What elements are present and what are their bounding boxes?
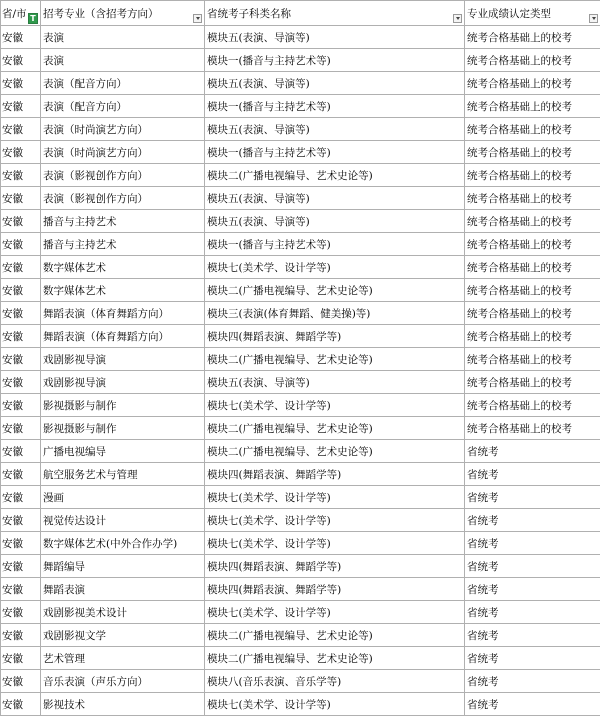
cell-province[interactable]: 安徽	[1, 348, 41, 371]
table-row	[1, 348, 600, 371]
cell-major[interactable]: 表演（时尚演艺方向）	[41, 118, 205, 141]
cell-province[interactable]: 安徽	[1, 233, 41, 256]
cell-province[interactable]: 安徽	[1, 486, 41, 509]
cell-type[interactable]: 统考合格基础上的校考	[465, 26, 600, 49]
cell-major[interactable]: 数字媒体艺术	[41, 256, 205, 279]
cell-type[interactable]: 省统考	[465, 486, 600, 509]
table-row	[1, 279, 600, 302]
cell-module[interactable]: 模块七(美术学、设计学等)	[205, 394, 465, 417]
cell-major[interactable]: 舞蹈表演（体育舞蹈方向）	[41, 302, 205, 325]
cell-module[interactable]: 模块二(广播电视编导、艺术史论等)	[205, 624, 465, 647]
table-row	[1, 187, 600, 210]
cell-module[interactable]: 模块七(美术学、设计学等)	[205, 256, 465, 279]
cell-major[interactable]: 表演（配音方向）	[41, 95, 205, 118]
cell-type[interactable]: 省统考	[465, 601, 600, 624]
table-row	[1, 509, 600, 532]
cell-province[interactable]: 安徽	[1, 141, 41, 164]
cell-province[interactable]: 安徽	[1, 210, 41, 233]
cell-type[interactable]: 统考合格基础上的校考	[465, 49, 600, 72]
cell-module[interactable]: 模块四(舞蹈表演、舞蹈学等)	[205, 325, 465, 348]
cell-major[interactable]: 舞蹈表演	[41, 578, 205, 601]
cell-major[interactable]: 播音与主持艺术	[41, 233, 205, 256]
cell-module[interactable]: 模块四(舞蹈表演、舞蹈学等)	[205, 463, 465, 486]
cell-province[interactable]: 安徽	[1, 578, 41, 601]
cell-major[interactable]: 戏剧影视美术设计	[41, 601, 205, 624]
cell-module[interactable]: 模块三(表演(体育舞蹈、健美操)等)	[205, 302, 465, 325]
cell-module[interactable]: 模块八(音乐表演、音乐学等)	[205, 670, 465, 693]
cell-type[interactable]: 统考合格基础上的校考	[465, 394, 600, 417]
cell-major[interactable]: 表演	[41, 49, 205, 72]
table-row	[1, 555, 600, 578]
table-row	[1, 325, 600, 348]
table-row	[1, 72, 600, 95]
cell-type[interactable]: 统考合格基础上的校考	[465, 141, 600, 164]
cell-module[interactable]: 模块七(美术学、设计学等)	[205, 693, 465, 716]
cell-module[interactable]: 模块二(广播电视编导、艺术史论等)	[205, 348, 465, 371]
cell-type[interactable]: 省统考	[465, 532, 600, 555]
cell-province[interactable]: 安徽	[1, 440, 41, 463]
cell-module[interactable]: 模块五(表演、导演等)	[205, 26, 465, 49]
cell-type[interactable]: 省统考	[465, 624, 600, 647]
cell-type[interactable]: 统考合格基础上的校考	[465, 417, 600, 440]
filter-active-glyph: T	[30, 14, 36, 23]
cell-type[interactable]: 统考合格基础上的校考	[465, 256, 600, 279]
dropdown-arrow-icon[interactable]	[453, 14, 462, 23]
cell-type[interactable]: 统考合格基础上的校考	[465, 72, 600, 95]
header-row	[1, 1, 600, 26]
cell-major[interactable]: 播音与主持艺术	[41, 210, 205, 233]
table-row	[1, 394, 600, 417]
cell-province[interactable]: 安徽	[1, 463, 41, 486]
table-row	[1, 670, 600, 693]
cell-type[interactable]: 统考合格基础上的校考	[465, 210, 600, 233]
cell-major[interactable]: 舞蹈编导	[41, 555, 205, 578]
cell-type[interactable]: 省统考	[465, 555, 600, 578]
cell-major[interactable]: 广播电视编导	[41, 440, 205, 463]
header-province-label: 省/市	[2, 7, 27, 20]
cell-module[interactable]: 模块一(播音与主持艺术等)	[205, 233, 465, 256]
cell-province[interactable]: 安徽	[1, 325, 41, 348]
cell-major[interactable]: 数字媒体艺术	[41, 279, 205, 302]
cell-province[interactable]: 安徽	[1, 647, 41, 670]
cell-major[interactable]: 表演（影视创作方向）	[41, 164, 205, 187]
cell-province[interactable]: 安徽	[1, 417, 41, 440]
table-row	[1, 371, 600, 394]
cell-module[interactable]: 模块二(广播电视编导、艺术史论等)	[205, 417, 465, 440]
table-body	[1, 26, 600, 716]
cell-module[interactable]: 模块四(舞蹈表演、舞蹈学等)	[205, 555, 465, 578]
cell-province[interactable]: 安徽	[1, 72, 41, 95]
cell-major[interactable]: 戏剧影视文学	[41, 624, 205, 647]
cell-type[interactable]: 省统考	[465, 670, 600, 693]
cell-module[interactable]: 模块二(广播电视编导、艺术史论等)	[205, 440, 465, 463]
cell-province[interactable]: 安徽	[1, 95, 41, 118]
cell-type[interactable]: 省统考	[465, 440, 600, 463]
dropdown-arrow-icon[interactable]	[589, 14, 598, 23]
cell-type[interactable]: 统考合格基础上的校考	[465, 187, 600, 210]
cell-major[interactable]: 舞蹈表演（体育舞蹈方向）	[41, 325, 205, 348]
cell-province[interactable]: 安徽	[1, 532, 41, 555]
cell-type[interactable]: 统考合格基础上的校考	[465, 118, 600, 141]
cell-province[interactable]: 安徽	[1, 256, 41, 279]
cell-major[interactable]: 音乐表演（声乐方向）	[41, 670, 205, 693]
cell-province[interactable]: 安徽	[1, 164, 41, 187]
table-row	[1, 210, 600, 233]
cell-module[interactable]: 模块四(舞蹈表演、舞蹈学等)	[205, 578, 465, 601]
table-row	[1, 532, 600, 555]
header-type	[465, 1, 600, 26]
header-province	[1, 1, 41, 26]
cell-province[interactable]: 安徽	[1, 26, 41, 49]
table-row	[1, 141, 600, 164]
cell-module[interactable]: 模块七(美术学、设计学等)	[205, 509, 465, 532]
cell-province[interactable]: 安徽	[1, 371, 41, 394]
table-row	[1, 95, 600, 118]
table-row	[1, 233, 600, 256]
cell-type[interactable]: 统考合格基础上的校考	[465, 233, 600, 256]
cell-module[interactable]: 模块七(美术学、设计学等)	[205, 486, 465, 509]
table-row	[1, 463, 600, 486]
header-module	[205, 1, 465, 26]
cell-province[interactable]: 安徽	[1, 302, 41, 325]
cell-module[interactable]: 模块一(播音与主持艺术等)	[205, 49, 465, 72]
table-row	[1, 647, 600, 670]
cell-module[interactable]: 模块二(广播电视编导、艺术史论等)	[205, 164, 465, 187]
cell-major[interactable]: 航空服务艺术与管理	[41, 463, 205, 486]
filter-active-icon[interactable]	[28, 13, 38, 24]
cell-province[interactable]: 安徽	[1, 118, 41, 141]
cell-module[interactable]: 模块五(表演、导演等)	[205, 371, 465, 394]
cell-type[interactable]: 省统考	[465, 463, 600, 486]
header-type-label: 专业成绩认定类型	[467, 7, 551, 20]
table-row	[1, 118, 600, 141]
table-row	[1, 417, 600, 440]
cell-module[interactable]: 模块一(播音与主持艺术等)	[205, 141, 465, 164]
cell-module[interactable]: 模块五(表演、导演等)	[205, 210, 465, 233]
cell-major[interactable]: 表演（配音方向）	[41, 72, 205, 95]
table-row	[1, 486, 600, 509]
cell-province[interactable]: 安徽	[1, 601, 41, 624]
cell-module[interactable]: 模块五(表演、导演等)	[205, 187, 465, 210]
cell-major[interactable]: 影视技术	[41, 693, 205, 716]
cell-province[interactable]: 安徽	[1, 394, 41, 417]
cell-type[interactable]: 统考合格基础上的校考	[465, 164, 600, 187]
table-row	[1, 578, 600, 601]
header-module-label: 省统考子科类名称	[207, 7, 291, 20]
cell-type[interactable]: 省统考	[465, 693, 600, 716]
cell-type[interactable]: 统考合格基础上的校考	[465, 371, 600, 394]
table-row	[1, 624, 600, 647]
cell-type[interactable]: 省统考	[465, 647, 600, 670]
cell-module[interactable]: 模块七(美术学、设计学等)	[205, 532, 465, 555]
cell-type[interactable]: 统考合格基础上的校考	[465, 95, 600, 118]
cell-module[interactable]: 模块五(表演、导演等)	[205, 118, 465, 141]
cell-module[interactable]: 模块一(播音与主持艺术等)	[205, 95, 465, 118]
table-row	[1, 302, 600, 325]
cell-major[interactable]: 数字媒体艺术(中外合作办学)	[41, 532, 205, 555]
cell-province[interactable]: 安徽	[1, 187, 41, 210]
cell-province[interactable]: 安徽	[1, 509, 41, 532]
cell-type[interactable]: 统考合格基础上的校考	[465, 279, 600, 302]
cell-type[interactable]: 统考合格基础上的校考	[465, 302, 600, 325]
cell-module[interactable]: 模块五(表演、导演等)	[205, 72, 465, 95]
header-major	[41, 1, 205, 26]
cell-type[interactable]: 省统考	[465, 578, 600, 601]
cell-module[interactable]: 模块七(美术学、设计学等)	[205, 601, 465, 624]
table-row	[1, 49, 600, 72]
dropdown-arrow-icon[interactable]	[193, 14, 202, 23]
cell-province[interactable]: 安徽	[1, 49, 41, 72]
cell-major[interactable]: 戏剧影视导演	[41, 371, 205, 394]
cell-major[interactable]: 表演（影视创作方向）	[41, 187, 205, 210]
cell-type[interactable]: 省统考	[465, 509, 600, 532]
cell-major[interactable]: 影视摄影与制作	[41, 417, 205, 440]
cell-province[interactable]: 安徽	[1, 670, 41, 693]
cell-major[interactable]: 漫画	[41, 486, 205, 509]
cell-province[interactable]: 安徽	[1, 693, 41, 716]
table-row	[1, 26, 600, 49]
cell-province[interactable]: 安徽	[1, 279, 41, 302]
table-row	[1, 164, 600, 187]
cell-type[interactable]: 统考合格基础上的校考	[465, 325, 600, 348]
table-row	[1, 693, 600, 716]
cell-major[interactable]: 表演（时尚演艺方向）	[41, 141, 205, 164]
table-row	[1, 256, 600, 279]
table-row	[1, 440, 600, 463]
cell-major[interactable]: 戏剧影视导演	[41, 348, 205, 371]
cell-type[interactable]: 统考合格基础上的校考	[465, 348, 600, 371]
cell-major[interactable]: 影视摄影与制作	[41, 394, 205, 417]
cell-major[interactable]: 艺术管理	[41, 647, 205, 670]
cell-major[interactable]: 表演	[41, 26, 205, 49]
cell-module[interactable]: 模块二(广播电视编导、艺术史论等)	[205, 647, 465, 670]
cell-module[interactable]: 模块二(广播电视编导、艺术史论等)	[205, 279, 465, 302]
cell-province[interactable]: 安徽	[1, 555, 41, 578]
cell-major[interactable]: 视觉传达设计	[41, 509, 205, 532]
table-row	[1, 601, 600, 624]
header-major-label: 招考专业（含招考方向）	[43, 7, 159, 20]
cell-province[interactable]: 安徽	[1, 624, 41, 647]
